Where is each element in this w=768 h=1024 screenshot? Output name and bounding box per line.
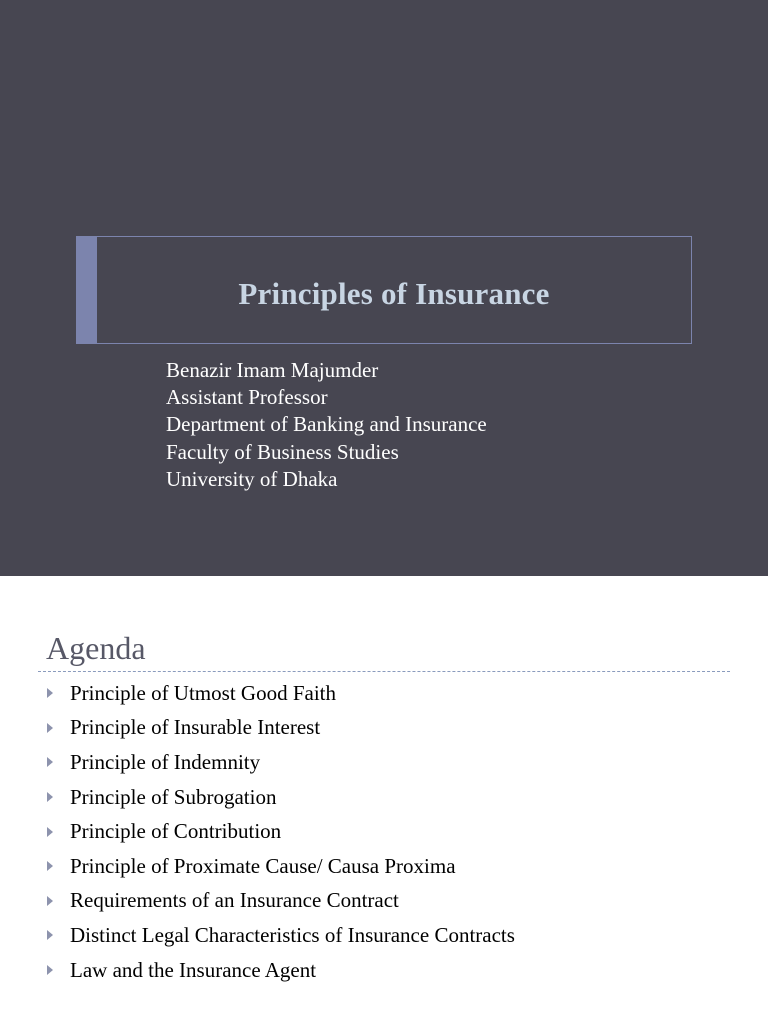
author-block — [166, 357, 487, 493]
list-item — [46, 814, 515, 849]
triangle-right-icon — [47, 861, 53, 871]
author-position: Assistant Professor — [166, 385, 328, 410]
triangle-right-icon — [47, 896, 53, 906]
triangle-right-icon — [47, 930, 53, 940]
list-item — [46, 953, 515, 988]
author-name: Benazir Imam Majumder — [166, 358, 379, 382]
slide-title: Principles of Insurance — [238, 276, 550, 311]
author-faculty: Faculty of Business Studies — [166, 439, 399, 464]
list-item-label: Distinct Legal Characteristics of Insurance Contracts — [70, 922, 515, 947]
triangle-right-icon — [47, 792, 53, 802]
list-item — [46, 849, 515, 884]
agenda-list — [46, 676, 515, 987]
list-item — [46, 918, 515, 953]
list-item-label: Requirements of an Insurance Contract — [70, 888, 399, 913]
list-item-label: Principle of Indemnity — [70, 749, 261, 774]
heading-divider — [38, 671, 730, 672]
triangle-right-icon — [47, 965, 53, 975]
list-item — [46, 711, 515, 746]
triangle-right-icon — [47, 757, 53, 767]
list-item — [46, 676, 515, 711]
list-item — [46, 745, 515, 780]
agenda-heading: Agenda — [46, 630, 146, 666]
list-item-label: Principle of Proximate Cause/ Causa Proxima — [70, 853, 456, 878]
triangle-right-icon — [47, 827, 53, 837]
list-item-label: Principle of Subrogation — [70, 784, 277, 809]
list-item — [46, 884, 515, 919]
list-item-label: Principle of Utmost Good Faith — [70, 680, 336, 705]
title-box — [76, 236, 692, 344]
list-item-label: Law and the Insurance Agent — [70, 957, 317, 982]
list-item-label: Principle of Contribution — [70, 819, 282, 844]
triangle-right-icon — [47, 723, 53, 733]
author-university: University of Dhaka — [166, 466, 338, 491]
triangle-right-icon — [47, 688, 53, 698]
agenda-slide — [0, 576, 768, 1024]
list-item-label: Principle of Insurable Interest — [70, 715, 321, 740]
list-item — [46, 780, 515, 815]
title-accent-bar — [77, 237, 97, 343]
author-department: Department of Banking and Insurance — [166, 412, 487, 437]
